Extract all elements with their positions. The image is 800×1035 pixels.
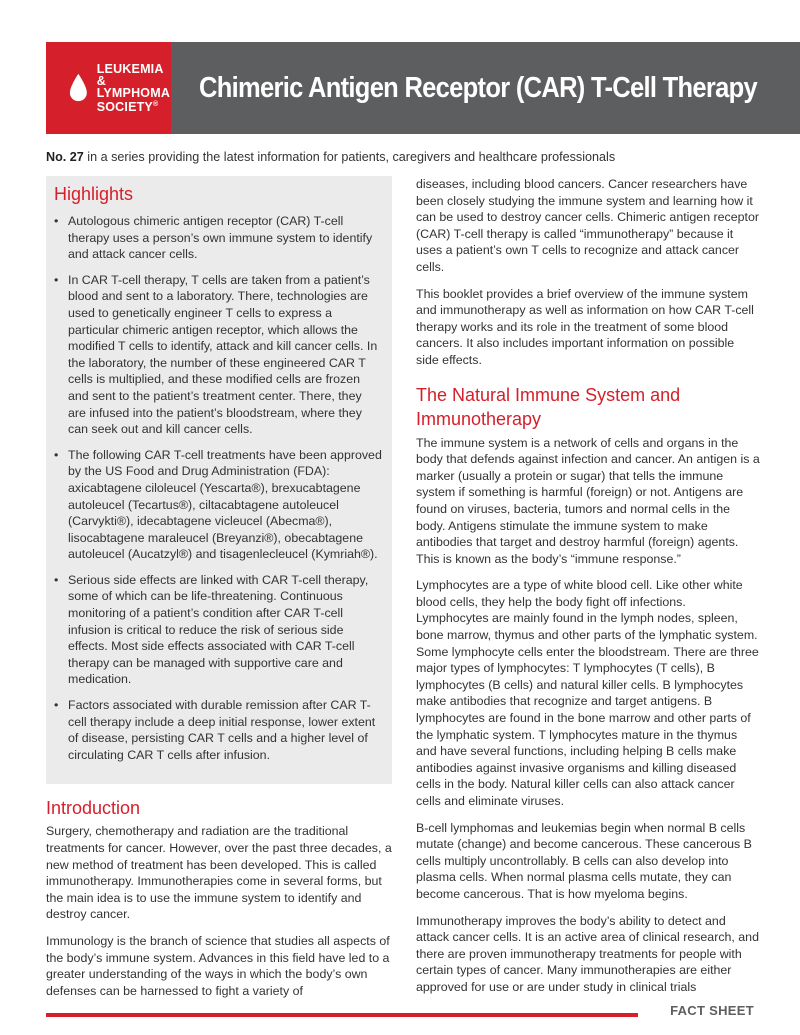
footer-rule	[46, 1013, 638, 1017]
logo-wordmark	[97, 63, 172, 113]
highlight-item: • Factors associated with durable remission after CAR T-cell therapy include a deep initial response, lower extent of disease, persisting CAR T cells and a higher level of circulating CAR T cells after infusion.	[54, 697, 382, 763]
highlights-list	[54, 213, 382, 763]
right-column	[416, 176, 760, 1006]
body-paragraph: diseases, including blood cancers. Cancer researchers have been closely studying the immune system and learning how it can be used to destroy cancer cells. Chimeric antigen receptor (CAR) T-cell therapy is called “immunotherapy” because it uses a patient’s own T cells to recognize and attack cancer cells.	[416, 177, 759, 274]
logo-line-3: SOCIETY®	[96, 100, 159, 115]
series-line	[46, 150, 615, 164]
immune-system-heading: The Natural Immune System and Immunotherapy	[416, 384, 681, 429]
highlight-item: • Serious side effects are linked with CAR T-cell therapy, some of which can be life-threatening. Continuous monitoring of a patient’s condition after CAR T-cell infusion is critical to reduce the risk of serious side effects. Most side effects associated with CAR T-cell therapy can be managed with supportive care and medication.	[54, 572, 382, 688]
logo-line-1: LEUKEMIA &	[96, 61, 164, 88]
body-paragraph: Immunotherapy improves the body’s ability to detect and attack cancer cells. It is an active area of clinical research, and there are proven immunotherapy treatments for people with certain types of cancer. Many immunotherapies are either approved for use or are under study in clinical trials	[416, 913, 759, 994]
introduction-heading: Introduction	[46, 798, 141, 819]
fact-sheet-label: FACT SHEET	[670, 1003, 754, 1018]
intro-paragraph: Surgery, chemotherapy and radiation are the traditional treatments for cancer. However, over the past three decades, a new method of treatment has been developed. This is called immunotherapy. Immunotherapies come in several forms, but the main idea is to use the immune system to identify and destroy cancer.	[46, 824, 392, 922]
logo-line-2: LYMPHOMA	[96, 85, 171, 100]
title-banner	[171, 42, 800, 134]
blood-drop-icon	[68, 72, 89, 104]
highlight-item: • In CAR T-cell therapy, T cells are taken from a patient’s blood and sent to a laboratory. There, technologies are used to genetically engineer T cells to express a particular chimeric antigen receptor, which allows the modified T cells to identify, attack and kill cancer cells. In the laboratory, the number of these engineered CAR T cells is multiplied, and these modified cells are frozen and sent to the patient’s treatment center. There, they are infused into the patient’s bloodstream, where they can seek out and kill cancer cells.	[54, 272, 382, 438]
series-text: in a series providing the latest information for patients, caregivers and healthcare professionals	[83, 150, 616, 164]
highlights-box	[46, 176, 392, 784]
highlight-item: • Autologous chimeric antigen receptor (CAR) T-cell therapy uses a person’s own immune system to identify and attack cancer cells.	[54, 213, 382, 263]
intro-paragraph: Immunology is the branch of science that studies all aspects of the body’s immune system. Advances in this field have led to a greater understanding of the ways in which the body’s own defenses can be harnessed to fight a variety of	[46, 933, 390, 998]
series-number: No. 27	[46, 150, 84, 164]
highlight-item: • The following CAR T-cell treatments have been approved by the US Food and Drug Administration (FDA): axicabtagene ciloleucel (Yescarta®), brexucabtagene autoleucel (Tecartus®), ciltacabtagene autoleucel (Carvykti®), idecabtagene vicleucel (Abecma®), lisocabtagene maraleucel (Breyanzi®), obecabtagene autoleucel (Aucatzyl®) and tisagenlecleucel (Kymriah®).	[54, 447, 382, 563]
highlights-heading: Highlights	[54, 184, 134, 204]
registered-mark: ®	[152, 100, 159, 108]
body-paragraph: B-cell lymphomas and leukemias begin when normal B cells mutate (change) and become cancerous. These cancerous B cells multiply uncontrollably. B cells can also develop into plasma cells. When normal plasma cells mutate, they can become cancerous. That is how myeloma begins.	[416, 820, 752, 901]
lls-logo	[46, 42, 171, 134]
left-column	[46, 176, 392, 1009]
page-header	[46, 42, 758, 134]
body-paragraph: This booklet provides a brief overview of the immune system and immunotherapy as well as information on how CAR T-cell therapy works and its role in the treatment of some blood cancers. It also includes important information on possible side effects.	[416, 286, 754, 367]
body-paragraph: Lymphocytes are a type of white blood cell. Like other white blood cells, they help the body fight off infections. Lymphocytes are mainly found in the lymph nodes, spleen, bone marrow, thymus and other parts of the lymphatic system. Some lymphocyte cells enter the bloodstream. There are three major types of lymphocytes: T lymphocytes (T cells), B lymphocytes (B cells) and natural killer cells. B lymphocytes make antibodies that recognize and target antigens. B lymphocytes are found in the bone marrow and other parts of the lymphatic system. T lymphocytes mature in the thymus and have several functions, including helping B cells make antibodies against invasive organisms and killing diseased cells in the body. Natural killer cells can also attack cancer cells and eliminate viruses.	[416, 578, 759, 808]
page-title: Chimeric Antigen Receptor (CAR) T-Cell Therapy	[199, 71, 758, 104]
body-paragraph: The immune system is a network of cells and organs in the body that defends against infection and cancer. An antigen is a marker (usually a protein or sugar) that tells the immune system if something is harmful (foreign) or not. Antigens are found on viruses, bacteria, tumors and normal cells in the body. Antigens stimulate the immune system to make antibodies that target and destroy harmful (foreign) agents. This is known as the body’s “immune response.”	[416, 435, 760, 566]
